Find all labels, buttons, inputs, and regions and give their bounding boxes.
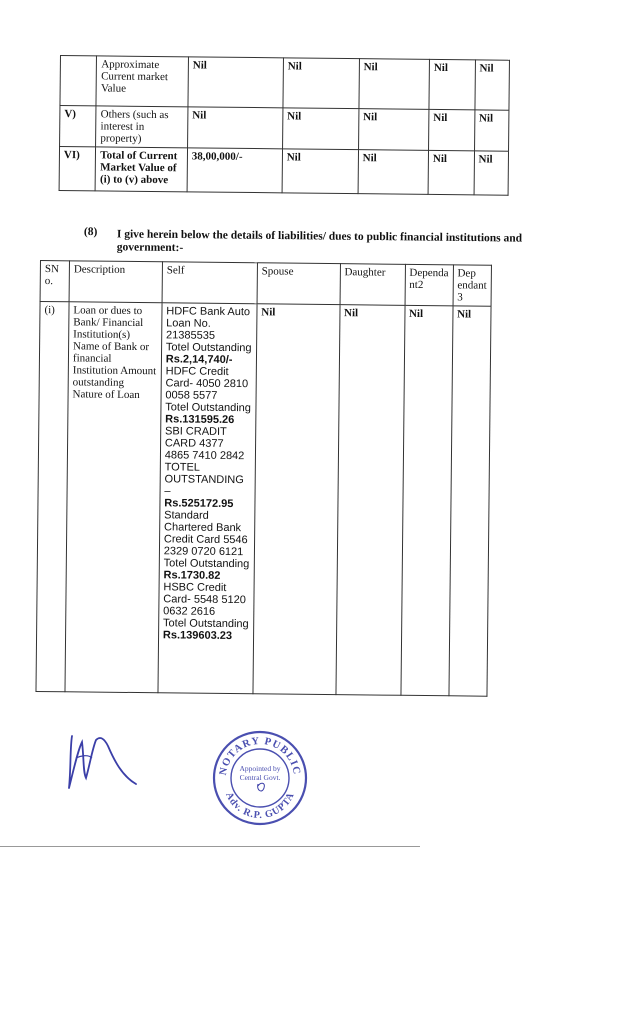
self-value: Nil bbox=[187, 107, 282, 149]
row-description: Total of Current Market Value of (i) to (v) above bbox=[95, 147, 187, 192]
dependant3-value: Nil bbox=[475, 60, 510, 110]
liabilities-table bbox=[35, 260, 491, 697]
section-text: I give herein below the details of liabilities/ dues to public financial institutions and government:- bbox=[116, 228, 523, 255]
daughter-value: Nil bbox=[336, 305, 405, 696]
outstanding-label: Totel Outstanding bbox=[162, 617, 249, 631]
header-description: Description bbox=[69, 261, 162, 303]
row-description: Others (such as interest in property) bbox=[96, 106, 188, 148]
header-row bbox=[40, 261, 491, 307]
table-row bbox=[60, 56, 509, 111]
header-dependant3: Dep endant 3 bbox=[453, 265, 492, 306]
outstanding-label: Totel Outstanding bbox=[165, 401, 251, 415]
section-heading bbox=[83, 226, 544, 255]
outstanding-amount: Rs.131595.26 bbox=[165, 413, 235, 427]
dependant2-value: Nil bbox=[429, 59, 475, 109]
assets-table bbox=[59, 55, 510, 196]
daughter-value: Nil bbox=[359, 59, 430, 110]
row-description: Loan or dues to Bank/ Financial Institution(s) Name of Bank or financial Institution Amount outstanding Nature of Loan bbox=[65, 302, 162, 693]
outstanding-label: Totel Outstanding bbox=[165, 341, 252, 355]
outstanding-amount: Rs.2,14,740/- bbox=[165, 353, 233, 367]
row-label: V) bbox=[60, 106, 97, 147]
spouse-value: Nil bbox=[282, 108, 358, 150]
page-rule bbox=[0, 846, 420, 847]
hsbc-credit-card: HSBC Credit Card- 5548 5120 0632 2616 bbox=[163, 581, 246, 618]
signature bbox=[62, 728, 146, 794]
table-row bbox=[36, 302, 491, 697]
seal-bottom-text: Adv. R.P. GUPTA bbox=[223, 790, 297, 822]
dependant2-value: Nil bbox=[401, 305, 453, 695]
notary-seal bbox=[212, 730, 308, 826]
header-self: Self bbox=[162, 262, 257, 304]
seal-center-text: Appointed by Central Govt. bbox=[239, 764, 281, 782]
seal-top-text: NOTARY PUBLIC bbox=[217, 735, 303, 777]
header-daughter: Daughter bbox=[340, 264, 405, 306]
section-number: (8) bbox=[83, 226, 98, 239]
row-sno: (i) bbox=[36, 302, 69, 692]
outstanding-amount: Rs.139603.23 bbox=[162, 629, 233, 643]
row-description: Approximate Current market Value bbox=[96, 56, 188, 107]
row-label bbox=[60, 56, 97, 106]
spouse-value: Nil bbox=[253, 304, 340, 695]
dependant2-value: Nil bbox=[428, 150, 474, 194]
header-dependant2: Dependa nt2 bbox=[405, 264, 454, 306]
self-value: Nil bbox=[188, 57, 283, 108]
standard-chartered-card: Standard Chartered Bank Credit Card 5546 2329 0720 6121 bbox=[163, 509, 248, 559]
outstanding-label: TOTEL OUTSTANDING – bbox=[164, 461, 244, 498]
outstanding-label: Totel Outstanding bbox=[163, 557, 250, 571]
table-row bbox=[60, 106, 509, 152]
dependant3-value: Nil bbox=[449, 306, 491, 696]
daughter-value: Nil bbox=[358, 150, 429, 195]
spouse-value: Nil bbox=[282, 149, 358, 194]
header-sno: SN o. bbox=[40, 261, 69, 302]
table-row bbox=[59, 147, 508, 196]
hdfc-credit-card: HDFC Credit Card- 4050 2810 0058 5577 bbox=[165, 365, 249, 402]
outstanding-amount: Rs.525172.95 bbox=[164, 497, 234, 511]
header-spouse: Spouse bbox=[257, 263, 340, 305]
sbi-credit-card: SBI CRADIT CARD 4377 4865 7410 2842 bbox=[164, 425, 245, 463]
dependant3-value: Nil bbox=[474, 151, 509, 195]
self-value: 38,00,000/- bbox=[187, 148, 282, 193]
spouse-value: Nil bbox=[283, 58, 359, 109]
dependant3-value: Nil bbox=[474, 110, 509, 151]
row-label: VI) bbox=[59, 147, 96, 191]
daughter-value: Nil bbox=[358, 109, 429, 151]
outstanding-amount: Rs.1730.82 bbox=[163, 569, 221, 582]
self-liabilities bbox=[158, 303, 257, 694]
dependant2-value: Nil bbox=[428, 109, 474, 150]
hdfc-auto-loan: HDFC Bank Auto Loan No. 21385535 bbox=[165, 305, 251, 342]
